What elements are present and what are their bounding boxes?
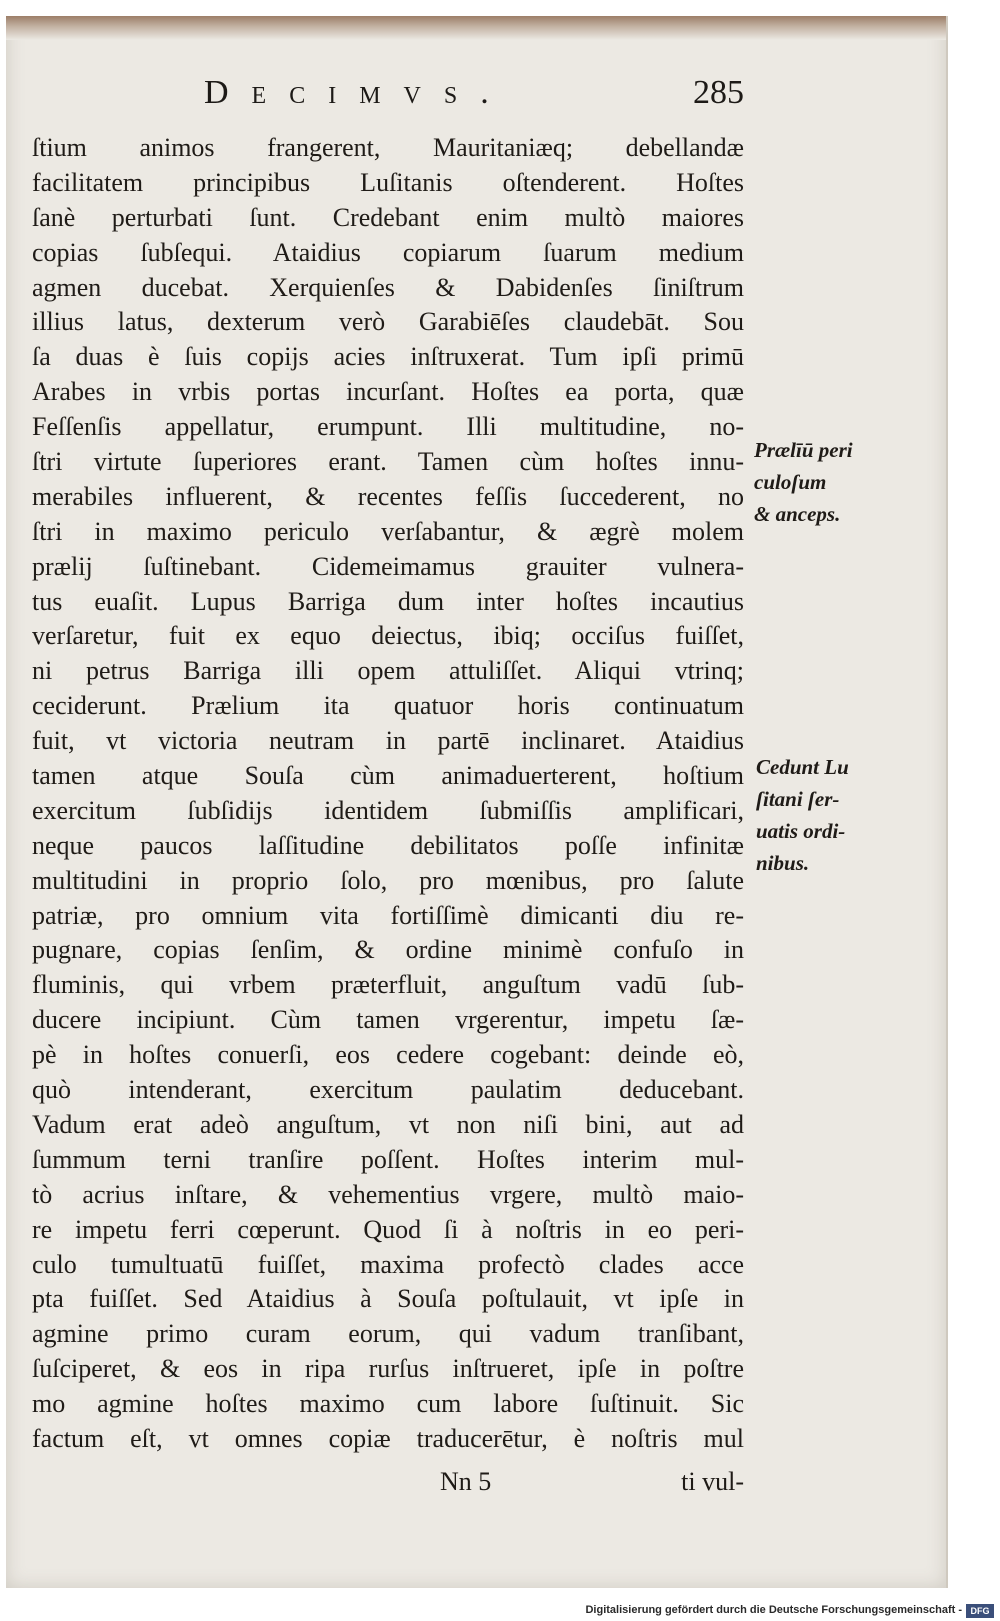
book-page xyxy=(6,16,948,1588)
marginal-note-line: Cedunt Lu xyxy=(756,755,849,779)
text-line: quò intenderant, exercitum paulatim deducebant. xyxy=(32,1075,744,1105)
catchline xyxy=(32,1467,744,1503)
text-line: ducere incipiunt. Cùm tamen vrgerentur, impetu ſæ- xyxy=(32,1005,744,1035)
marginal-note-line: uatis ordi- xyxy=(756,819,846,843)
body-text xyxy=(32,131,744,1457)
funding-credit: Digitalisierung gefördert durch die Deutsche Forschungsgemeinschaft - xyxy=(585,1604,962,1616)
text-line: patriæ, pro omnium vita fortiſſimè dimicanti diu re- xyxy=(32,900,744,930)
text-line: tus euaſit. Lupus Barriga dum inter hoſtes incautius xyxy=(32,586,744,616)
running-head xyxy=(204,68,744,124)
text-line: copias ſubſequi. Ataidius copiarum ſuarum medium xyxy=(32,237,744,267)
text-line: Feſſenſis appellatur, erumpunt. Illi multitudine, no- xyxy=(32,412,744,442)
text-line: pugnare, copias ſenſim, & ordine minimè confuſo in xyxy=(32,935,744,965)
signature-mark: Nn 5 xyxy=(440,1467,492,1496)
text-line: Vadum erat adeò anguſtum, vt non niſi bini, aut ad xyxy=(32,1109,744,1139)
text-line: agmine primo curam eorum, qui vadum tranſibant, xyxy=(32,1319,744,1349)
text-line: fuit, vt victoria neutram in partē inclinaret. Ataidius xyxy=(32,726,744,756)
text-line: merabiles influerent, & recentes feſſis ſuccederent, no xyxy=(32,481,744,511)
text-line: ſummum terni tranſire poſſent. Hoſtes interim mul- xyxy=(32,1144,744,1174)
text-line: multitudini in proprio ſolo, pro mœnibus, pro ſalute xyxy=(32,865,744,895)
text-line: ni petrus Barriga illi opem attuliſſet. Aliqui vtrinq; xyxy=(32,656,744,686)
text-line: tamen atque Souſa cùm animaduerterent, hoſtium xyxy=(32,761,744,791)
text-line: verſaretur, fuit ex equo deiectus, ibiq; occiſus fuiſſet, xyxy=(32,621,744,651)
text-line: tò acrius inſtare, & vehementius vrgere, multò maio- xyxy=(32,1179,744,1209)
marginal-note xyxy=(754,434,853,530)
page-number: 285 xyxy=(693,74,744,111)
text-line: ſtium animos frangerent, Mauritaniæq; debellandæ xyxy=(32,133,744,162)
text-line: pta fuiſſet. Sed Ataidius à Souſa poſtulauit, vt ipſe in xyxy=(32,1284,744,1314)
marginal-note-line: nibus. xyxy=(756,851,810,875)
marginal-note-line: & anceps. xyxy=(754,502,841,526)
marginal-note-line: culoſum xyxy=(754,470,827,494)
catchword: ti vul- xyxy=(681,1467,744,1496)
text-line: illius latus, dexterum verò Garabiēſes claudebāt. Sou xyxy=(32,307,744,337)
text-line: agmen ducebat. Xerquienſes & Dabidenſes ſiniſtrum xyxy=(32,272,744,302)
page-top-edge xyxy=(6,16,946,40)
text-line: fluminis, qui vrbem præterfluit, anguſtum vadū ſub- xyxy=(32,970,744,1000)
text-line: ſtri in maximo periculo verſabantur, & ægrè molem xyxy=(32,516,744,546)
text-line: ſuſciperet, & eos in ripa rurſus inſtrueret, ipſe in poſtre xyxy=(32,1354,744,1384)
text-line: neque paucos laſſitudine debilitatos poſſe infinitæ xyxy=(32,830,744,860)
running-head-title: Decimvs. xyxy=(204,74,512,111)
text-line: facilitatem principibus Luſitanis oſtenderent. Hoſtes xyxy=(32,167,744,197)
text-line: ſanè perturbati ſunt. Credebant enim multò maiores xyxy=(32,202,744,232)
text-line: prælij ſuſtinebant. Cidemeimamus grauiter vulnera- xyxy=(32,551,744,581)
text-line: ſtri virtute ſuperiores erant. Tamen cùm hoſtes innu- xyxy=(32,447,744,477)
dfg-logo: DFG xyxy=(966,1604,994,1618)
text-line: factum eſt, vt omnes copiæ traducerētur, è noſtris mul xyxy=(32,1423,744,1453)
text-line: culo tumultuatū fuiſſet, maxima profectò clades acce xyxy=(32,1249,744,1279)
text-line: ceciderunt. Prælium ita quatuor horis continuatum xyxy=(32,691,744,721)
text-line: pè in hoſtes conuerſi, eos cedere cogebant: deinde eò, xyxy=(32,1040,744,1070)
marginal-note xyxy=(756,751,849,879)
text-line: ſa duas è ſuis copijs acies inſtruxerat. Tum ipſi primū xyxy=(32,342,744,372)
marginal-note-line: ſitani ſer- xyxy=(756,787,840,811)
text-line: mo agmine hoſtes maximo cum labore ſuſtinuit. Sic xyxy=(32,1389,744,1419)
digitization-footer xyxy=(0,1602,1000,1621)
text-line: Arabes in vrbis portas incurſant. Hoſtes ea porta, quæ xyxy=(32,377,744,407)
text-line: re impetu ferri cœperunt. Quod ſi à noſtris in eo peri- xyxy=(32,1214,744,1244)
marginal-note-line: Prælīū peri xyxy=(754,438,853,462)
text-line: exercitum ſubſidijs identidem ſubmiſſis amplificari, xyxy=(32,795,744,825)
